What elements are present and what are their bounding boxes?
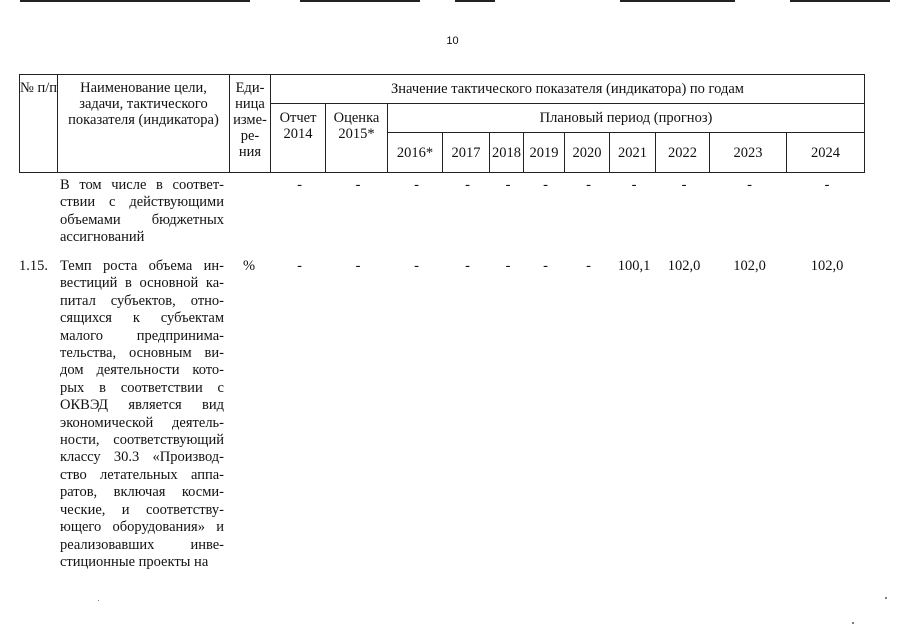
value-2020: - — [586, 258, 591, 274]
header-year: 2023 — [710, 133, 787, 173]
value-2023: 102,0 — [733, 258, 766, 274]
table-row — [0, 258, 905, 578]
value-2021: - — [631, 177, 637, 193]
value-2017: - — [465, 258, 470, 274]
top-border-line — [455, 0, 495, 2]
header-year: 2016* — [388, 133, 443, 173]
page-number: 10 — [446, 35, 459, 47]
row-name: Темп роста объема ин-вестиций в основной ка-питал субъектов, отно-сящихся к субъектам малого предпринима-тельства, основным ви-дом деятельности кото-рых в соответствии с ОКВЭД является вид экономической деятель-ности, соответствующий классу 30.3 «Производ-ство летательных аппа-ратов, включая косми-ческие, и соответству-ющего оборудования» и реализовавших инве-стиционные проекты на — [60, 258, 224, 570]
value-2019: - — [543, 177, 548, 193]
value-2018: - — [505, 177, 511, 193]
scan-speck — [852, 622, 854, 624]
value-2017: - — [465, 177, 470, 193]
value-estimate-2015: - — [355, 258, 361, 274]
value-2022: 102,0 — [667, 258, 701, 274]
value-estimate-2015: - — [355, 177, 361, 193]
top-border-line — [20, 0, 250, 2]
header-year: 2022 — [656, 133, 710, 173]
header-report-2014: Отчет 2014 — [271, 104, 326, 173]
header-name-col: Наименование цели, задачи, тактического показателя (индикатора) — [58, 75, 230, 173]
row-name: В том числе в соответ-ствии с действующими объемами бюджетных ассигнований — [60, 177, 224, 246]
scan-speck — [98, 600, 99, 601]
value-2020: - — [586, 177, 591, 193]
value-2019: - — [543, 258, 548, 274]
table-header — [19, 74, 865, 173]
value-2021: 100,1 — [617, 258, 651, 274]
header-year: 2017 — [443, 133, 490, 173]
value-2023: - — [747, 177, 752, 193]
header-year: 2019 — [524, 133, 565, 173]
header-num-col: № п/п — [20, 75, 58, 173]
value-2024: 102,0 — [810, 258, 844, 274]
header-year: 2024 — [787, 133, 865, 173]
value-2018: - — [505, 258, 511, 274]
table-row — [0, 177, 905, 247]
header-values-group: Значение тактического показателя (индикатора) по годам — [271, 75, 865, 104]
value-2024: - — [824, 177, 830, 193]
row-unit: % — [243, 258, 256, 274]
value-report-2014: - — [297, 177, 302, 193]
value-2016: - — [414, 258, 419, 274]
header-year: 2018 — [490, 133, 524, 173]
header-year: 2020 — [565, 133, 610, 173]
top-border-line — [620, 0, 735, 2]
scan-speck — [885, 597, 887, 599]
row-number: 1.15. — [19, 258, 48, 274]
value-2016: - — [414, 177, 419, 193]
header-plan-period: Плановый период (прогноз) — [388, 104, 865, 133]
value-2022: - — [681, 177, 687, 193]
top-border-line — [300, 0, 420, 2]
header-estimate-2015: Оценка 2015* — [326, 104, 388, 173]
value-report-2014: - — [297, 258, 302, 274]
header-year: 2021 — [610, 133, 656, 173]
top-border-line — [790, 0, 890, 2]
header-unit-col: Еди-ница изме-ре-ния — [230, 75, 271, 173]
